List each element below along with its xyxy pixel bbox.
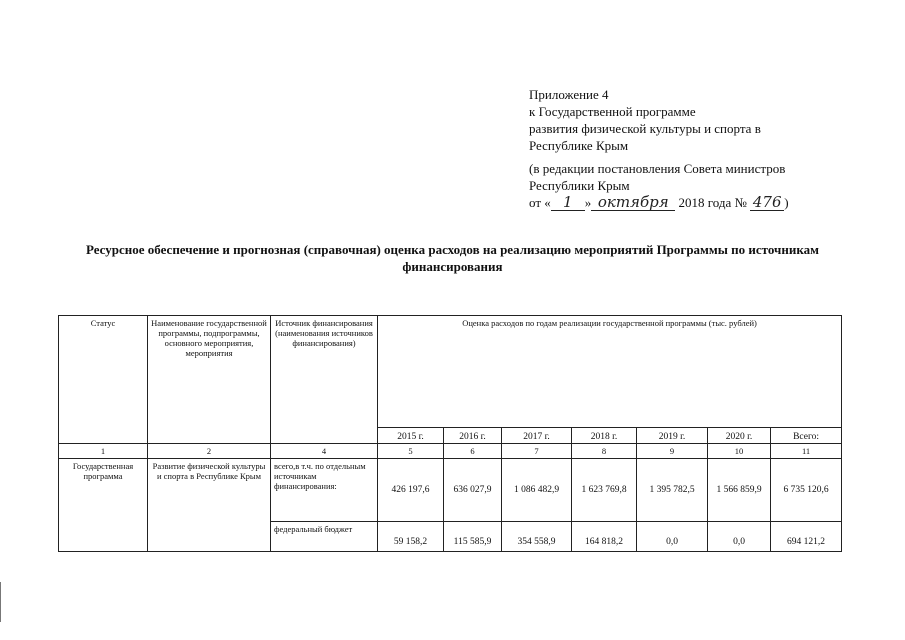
handwritten-number: 476 xyxy=(750,195,784,211)
col-number: 9 xyxy=(637,444,708,459)
value-cell: 354 558,9 xyxy=(502,522,572,552)
col-source: Источник финансирования (наименования источников финансирования) xyxy=(271,316,378,444)
col-number: 8 xyxy=(572,444,637,459)
resolution-date-line xyxy=(529,194,789,211)
value-cell: 59 158,2 xyxy=(378,522,444,552)
year-2018: 2018 г. xyxy=(572,428,637,444)
value-cell: 426 197,6 xyxy=(378,459,444,522)
header-line: к Государственной программе xyxy=(529,104,696,119)
col-estimate: Оценка расходов по годам реализации государственной программы (тыс. рублей) xyxy=(378,316,842,428)
value-cell: 694 121,2 xyxy=(771,522,842,552)
header-line: Республике Крым xyxy=(529,138,629,153)
edition-line: (в редакции постановления Совета министров xyxy=(529,161,786,176)
numbering-row xyxy=(59,444,842,459)
row-status: Государственная программа xyxy=(59,459,148,552)
value-cell: 1 086 482,9 xyxy=(502,459,572,522)
handwritten-day: 1 xyxy=(551,195,585,211)
scan-edge-mark xyxy=(0,582,1,622)
value-cell: 115 585,9 xyxy=(444,522,502,552)
value-cell: 1 623 769,8 xyxy=(572,459,637,522)
year-number-label: 2018 года № xyxy=(678,195,747,210)
header-line: Приложение 4 xyxy=(529,87,609,102)
year-2020: 2020 г. xyxy=(708,428,771,444)
edition-line: Республики Крым xyxy=(529,178,630,193)
value-cell: 636 027,9 xyxy=(444,459,502,522)
col-number: 6 xyxy=(444,444,502,459)
appendix-header xyxy=(529,86,789,211)
date-mid: » xyxy=(584,195,592,210)
col-number: 10 xyxy=(708,444,771,459)
year-2016: 2016 г. xyxy=(444,428,502,444)
year-total: Всего: xyxy=(771,428,842,444)
value-cell: 6 735 120,6 xyxy=(771,459,842,522)
source-label: всего,в т.ч. по отдельным источникам финансирования: xyxy=(271,459,378,522)
value-cell: 164 818,2 xyxy=(572,522,637,552)
col-number: 7 xyxy=(502,444,572,459)
value-cell: 1 395 782,5 xyxy=(637,459,708,522)
row-program-name: Развитие физической культуры и спорта в Республике Крым xyxy=(148,459,271,552)
col-number: 11 xyxy=(771,444,842,459)
col-status: Статус xyxy=(59,316,148,444)
header-row xyxy=(59,316,842,428)
year-2019: 2019 г. xyxy=(637,428,708,444)
col-name: Наименование государственной программы, подпрограммы, основного мероприятия, мероприятия xyxy=(148,316,271,444)
source-label: федеральный бюджет xyxy=(271,522,378,552)
handwritten-month: октября xyxy=(591,195,675,211)
col-number: 1 xyxy=(59,444,148,459)
header-line: развития физической культуры и спорта в xyxy=(529,121,761,136)
date-prefix: от « xyxy=(529,195,551,210)
col-number: 4 xyxy=(271,444,378,459)
value-cell: 1 566 859,9 xyxy=(708,459,771,522)
document-title: Ресурсное обеспечение и прогнозная (справочная) оценка расходов на реализацию мероприятий Программы по источникам финансирования xyxy=(85,242,819,274)
year-2015: 2015 г. xyxy=(378,428,444,444)
col-number: 5 xyxy=(378,444,444,459)
col-number: 2 xyxy=(148,444,271,459)
value-cell: 0,0 xyxy=(708,522,771,552)
year-2017: 2017 г. xyxy=(502,428,572,444)
table-row xyxy=(59,459,842,522)
value-cell: 0,0 xyxy=(637,522,708,552)
funding-table xyxy=(58,315,842,552)
closing-paren: ) xyxy=(784,195,789,210)
